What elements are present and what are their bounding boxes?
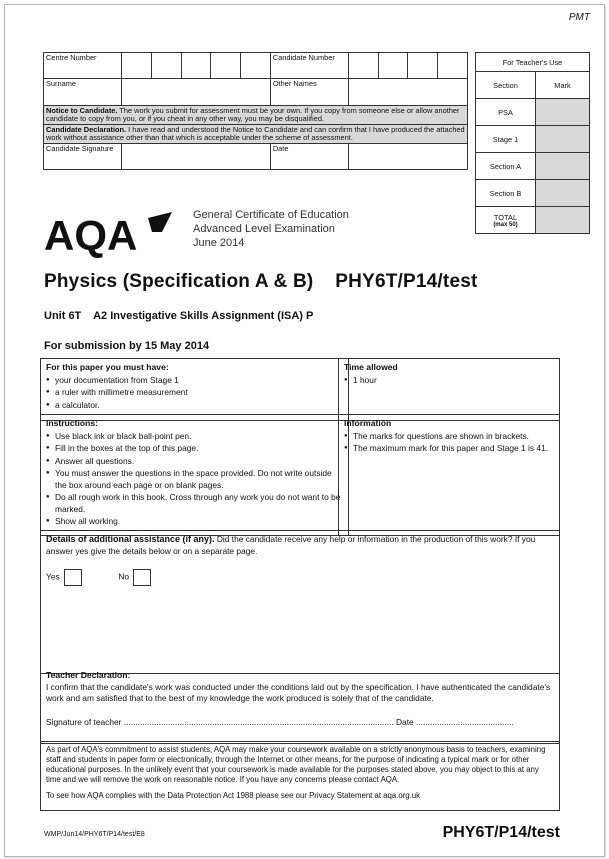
centre-number-label: Centre Number bbox=[44, 53, 122, 79]
list-item: ● You must answer the questions in the space provided. Do not write outside the box around each page or on blank pages. bbox=[46, 468, 343, 491]
footer-reference: WMP/Jun14/PHY6T/P14/test/E8 bbox=[44, 831, 145, 838]
other-names-field[interactable] bbox=[348, 79, 467, 106]
list-item: ● Answer all questions. bbox=[46, 456, 343, 468]
yes-checkbox[interactable] bbox=[64, 569, 82, 586]
list-item: ● The marks for questions are shown in brackets. bbox=[344, 431, 554, 443]
centre-digit-box[interactable] bbox=[241, 53, 271, 79]
teacher-use-table bbox=[475, 52, 590, 234]
surname-label: Surname bbox=[44, 79, 122, 106]
no-label: No bbox=[118, 571, 130, 582]
date-label: Date bbox=[270, 144, 348, 170]
submission-date: For submission by 15 May 2014 bbox=[44, 340, 210, 352]
list-item: ● The maximum mark for this paper and Stage 1 is 41. bbox=[344, 443, 554, 455]
qualification-info: General Certificate of Education Advanced Level Examination June 2014 bbox=[193, 209, 349, 249]
svg-text:AQA: AQA bbox=[44, 212, 138, 258]
notice-to-candidate: Notice to Candidate. The work you submit for assessment must be your own. If you copy from someone else or allow another candidate to copy from you, or if you cheat in any other way, you may be disqualified. bbox=[44, 106, 468, 125]
list-item: ● Use black ink or black ball-point pen. bbox=[46, 431, 343, 443]
privacy-notice: As part of AQA's commitment to assist students, AQA may make your coursework available on a strictly anonymous basis to teachers, examining staff and students in paper form or electronically, through the Internet or other means, for the purpose of indicating a typical mark or for other educational purposes. In the unlikely event that your coursework is made available for the purposes stated above, you may object to this at any time and we will remove the work on reasonable notice. If you have any concerns please contact AQA. To see how AQA complies with the Data Protection Act 1988 please see our Privacy Statement at aqa.org.uk bbox=[40, 741, 560, 811]
no-checkbox[interactable] bbox=[133, 569, 151, 586]
teacher-use-title: For Teacher's Use bbox=[476, 53, 590, 72]
signature-field[interactable] bbox=[121, 144, 270, 170]
row-psa: PSA bbox=[476, 99, 536, 126]
centre-digit-box[interactable] bbox=[181, 53, 211, 79]
aqa-logo bbox=[44, 210, 184, 263]
date-field[interactable] bbox=[348, 144, 467, 170]
list-item: ● your documentation from Stage 1 bbox=[46, 375, 343, 387]
candidate-digit-box[interactable] bbox=[348, 53, 378, 79]
candidate-digit-box[interactable] bbox=[438, 53, 468, 79]
list-item: ● a ruler with millimetre measurement bbox=[46, 387, 343, 399]
unit-title: Unit 6T A2 Investigative Skills Assignment (ISA) P bbox=[44, 310, 314, 322]
candidate-digit-box[interactable] bbox=[408, 53, 438, 79]
centre-digit-box[interactable] bbox=[121, 53, 151, 79]
candidate-digit-box[interactable] bbox=[378, 53, 408, 79]
corner-mark: PMT bbox=[568, 12, 590, 23]
time-box: Time allowed ● 1 hour bbox=[338, 358, 560, 421]
list-item: ● Fill in the boxes at the top of this page. bbox=[46, 443, 343, 455]
list-item: ● Do all rough work in this book. Cross through any work you do not want to be marked. bbox=[46, 492, 343, 515]
row-total: TOTAL (max 50) bbox=[476, 207, 536, 234]
surname-field[interactable] bbox=[121, 79, 270, 106]
paper-title: Physics (Specification A & B) PHY6T/P14/test bbox=[44, 271, 478, 292]
list-item: ● 1 hour bbox=[344, 375, 554, 387]
mark-cell[interactable] bbox=[536, 126, 590, 153]
mark-header: Mark bbox=[536, 72, 590, 99]
candidate-details-table bbox=[43, 52, 468, 170]
row-section-b: Section B bbox=[476, 180, 536, 207]
section-header: Section bbox=[476, 72, 536, 99]
teacher-signature-line[interactable]: Signature of teacher .................................................................................................................... Date .......................................... bbox=[46, 716, 514, 727]
materials-box: For this paper you must have: ● your documentation from Stage 1 ● a ruler with millimetre measurement ● a calculator. bbox=[40, 358, 349, 421]
mark-cell[interactable] bbox=[536, 153, 590, 180]
row-section-a: Section A bbox=[476, 153, 536, 180]
candidate-number-label: Candidate Number bbox=[270, 53, 348, 79]
yes-label: Yes bbox=[46, 571, 60, 582]
assistance-box: Details of additional assistance (if any). Did the candidate receive any help or information in the production of this work? If you answer yes give the details below or on a separate page. Yes No bbox=[40, 530, 560, 674]
centre-digit-box[interactable] bbox=[151, 53, 181, 79]
footer-paper-code: PHY6T/P14/test bbox=[442, 824, 560, 841]
list-item: ● a calculator. bbox=[46, 400, 343, 412]
row-stage-1: Stage 1 bbox=[476, 126, 536, 153]
list-item: ● Show all working. bbox=[46, 516, 343, 528]
mark-cell[interactable] bbox=[536, 99, 590, 126]
signature-label: Candidate Signature bbox=[44, 144, 122, 170]
instructions-box: Instructions: ● Use black ink or black ball-point pen. ● Fill in the boxes at the top of this page. ● Answer all questions. ● You must answer the questions in the space provided. Do not write outside the box around each page or on blank pages. ● Do all rough work in this book. Cross through any work you do not want to be marked. ● Show all working. bbox=[40, 414, 349, 536]
total-mark-cell[interactable] bbox=[536, 207, 590, 234]
paper-page bbox=[4, 4, 605, 857]
other-names-label: Other Names bbox=[270, 79, 348, 106]
centre-digit-box[interactable] bbox=[211, 53, 241, 79]
information-box: Information ● The marks for questions are shown in brackets. ● The maximum mark for this paper and Stage 1 is 41. bbox=[338, 414, 560, 536]
candidate-declaration: Candidate Declaration. I have read and understood the Notice to Candidate and can confirm that I have produced the attached work without assistance other than that which is acceptable under the scheme of assessment. bbox=[44, 125, 468, 144]
mark-cell[interactable] bbox=[536, 180, 590, 207]
teacher-declaration-box: Teacher Declaration: I confirm that the candidate's work was conducted under the conditions laid out by the specification. I have authenticated the candidate's work and am satisfied that to the best of my knowledge the work produced is solely that of the candidate. Signature of teacher .................................................................................................................... Date .......................................... bbox=[40, 667, 560, 744]
